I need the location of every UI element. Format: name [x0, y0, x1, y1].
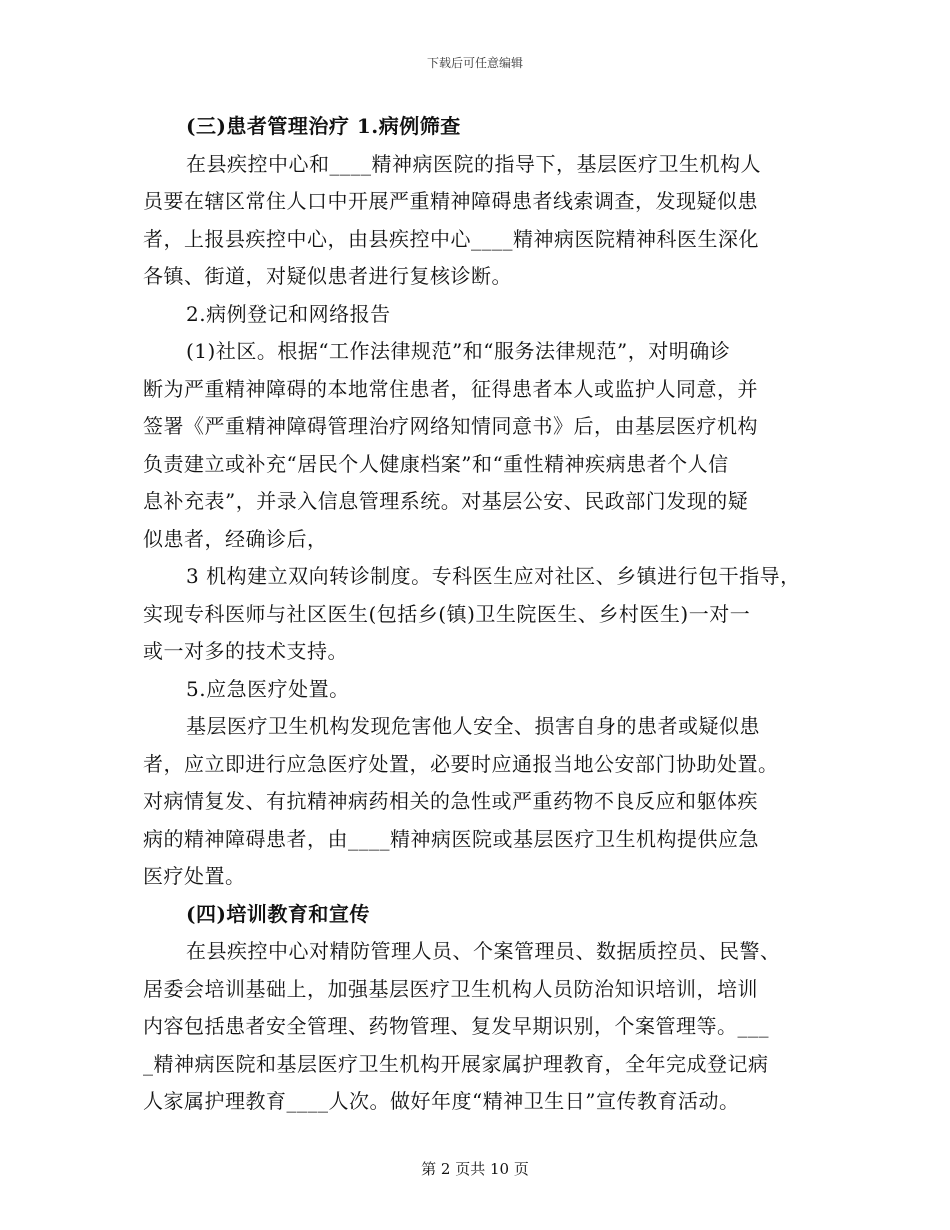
- text-line: 在县疾控中心对精防管理人员、个案管理员、数据质控员、民警、: [186, 939, 781, 963]
- text-line: 2.病例登记和网络报告: [186, 301, 391, 326]
- text-line: 者，上报县疾控中心，由县疾控中心____精神病医院精神科医生深化: [143, 226, 759, 251]
- text-line: _精神病医院和基层医疗卫生机构开展家属护理教育，全年完成登记病: [143, 1051, 769, 1076]
- text-line: (三)患者管理治疗 1.病例筛查: [186, 114, 461, 138]
- document-body: [143, 108, 823, 1121]
- paragraph: [143, 708, 823, 896]
- text-line: 者，应立即进行应急医疗处置，必要时应通报当地公安部门协助处置。: [143, 751, 779, 776]
- text-line: 在县疾控中心和____精神病医院的指导下，基层医疗卫生机构人: [186, 151, 761, 176]
- page-header: 下载后可任意编辑: [426, 56, 523, 70]
- text-line: (1)社区。根据“工作法律规范”和“服务法律规范”，对明确诊: [186, 339, 731, 363]
- paragraph: [143, 296, 823, 334]
- paragraph: [143, 671, 823, 709]
- text-line: 基层医疗卫生机构发现危害他人安全、损害自身的患者或疑似患: [186, 714, 760, 738]
- text-line: 或一对多的技术支持。: [143, 639, 348, 663]
- paragraph: [143, 333, 823, 558]
- paragraph: [143, 146, 823, 296]
- text-line: 居委会培训基础上，加强基层医疗卫生机构人员防治知识培训，培训: [143, 976, 758, 1001]
- section-heading: [143, 108, 823, 146]
- paragraph: [143, 558, 823, 671]
- text-line: 各镇、街道，对疑似患者进行复核诊断。: [143, 264, 512, 288]
- text-line: 医疗处置。: [143, 864, 246, 888]
- text-line: 似患者，经确诊后，: [143, 526, 328, 551]
- text-line: 断为严重精神障碍的本地常住患者，征得患者本人或监护人同意，并: [143, 376, 758, 401]
- text-line: 息补充表”，并录入信息管理系统。对基层公安、民政部门发现的疑: [143, 489, 749, 513]
- text-line: 员要在辖区常住人口中开展严重精神障碍患者线索调查，发现疑似患: [143, 189, 758, 213]
- text-line: 实现专科医师与社区医生(包括乡(镇)卫生院医生、乡村医生)一对一: [143, 601, 751, 626]
- text-line: 对病情复发、有抗精神病药相关的急性或严重药物不良反应和躯体疾: [143, 789, 758, 813]
- text-line: (四)培训教育和宣传: [186, 901, 370, 926]
- text-line: 5.应急医疗处置。: [186, 676, 350, 701]
- paragraph: [143, 933, 823, 1121]
- text-line: 内容包括患者安全管理、药物管理、复发早期识别，个案管理等。___: [143, 1014, 769, 1038]
- section-heading: [143, 896, 823, 934]
- page-footer: 第 2 页共 10 页: [421, 1160, 529, 1178]
- text-line: 签署《严重精神障碍管理治疗网络知情同意书》后，由基层医疗机构: [143, 414, 758, 438]
- text-line: 病的精神障碍患者，由____精神病医院或基层医疗卫生机构提供应急: [143, 826, 759, 851]
- text-line: 负责建立或补充“居民个人健康档案”和“重性精神疾病患者个人信: [143, 451, 729, 476]
- text-line: 人家属护理教育____人次。做好年度“精神卫生日”宣传教育活动。: [143, 1089, 740, 1113]
- text-line: 3 机构建立双向转诊制度。专科医生应对社区、乡镇进行包干指导，: [186, 564, 801, 588]
